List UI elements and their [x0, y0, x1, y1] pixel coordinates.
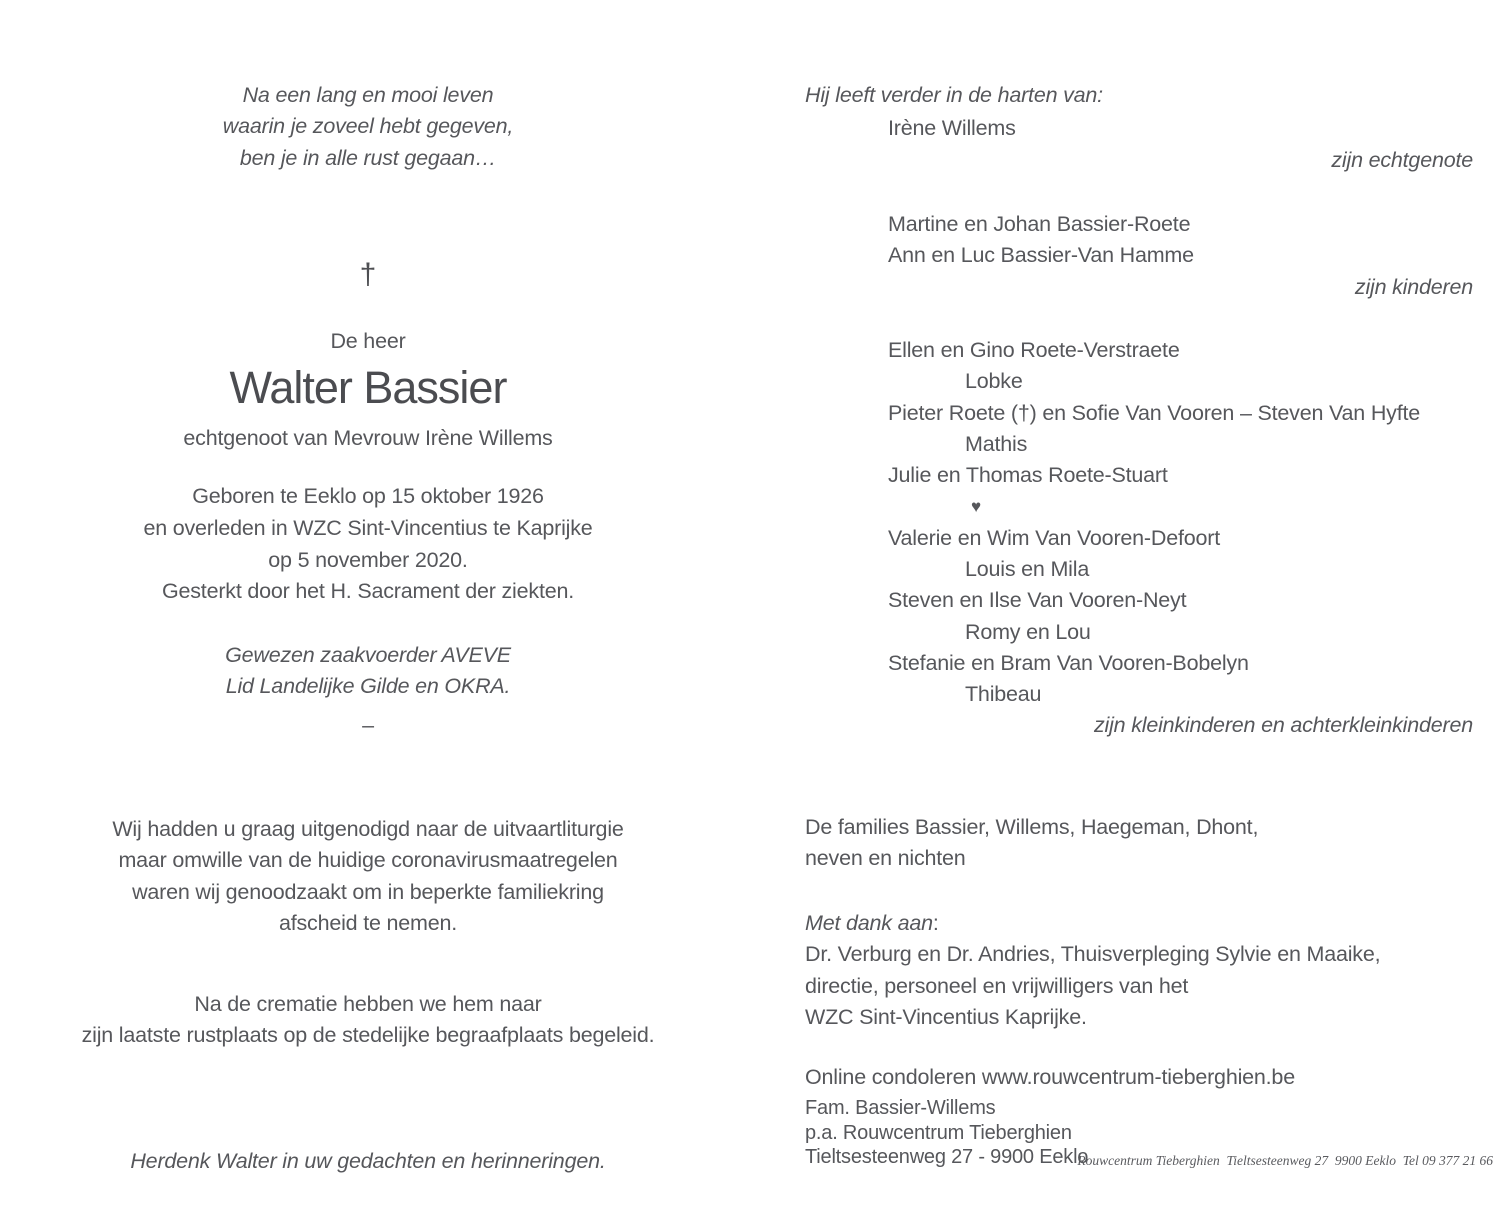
thanks-label: Met dank aan	[805, 911, 933, 935]
poem-line: waarin je zoveel hebt gegeven,	[222, 114, 514, 139]
widow-role-label: zijn echtgenote	[1331, 148, 1473, 172]
great-grandchild-line: Lobke	[965, 369, 1023, 394]
grandchild-family-line: Julie en Thomas Roete-Stuart	[888, 463, 1168, 488]
families-line: neven en nichten	[805, 846, 966, 871]
thanks-line: directie, personeel en vrijwilligers van het	[805, 973, 1189, 998]
families-line: De families Bassier, Willems, Haegeman, Dhont,	[805, 815, 1259, 839]
birth-line: Geboren te Eeklo op 15 oktober 1926	[192, 484, 544, 508]
grandchild-family-line: Pieter Roete (†) en Sofie Van Vooren – Steven Van Hyfte	[888, 400, 1421, 425]
covid-line: waren wij genoodzaakt om in beperkte familiekring	[132, 879, 604, 904]
child-line: Martine en Johan Bassier-Roete	[888, 212, 1191, 236]
membership-block	[0, 640, 736, 703]
child-line: Ann en Luc Bassier-Van Hamme	[888, 243, 1194, 268]
membership-line: Gewezen zaakvoerder AVEVE	[225, 643, 511, 667]
great-grandchild-line: Thibeau	[965, 682, 1042, 707]
grandchild-family-line: Stefanie en Bram Van Vooren-Bobelyn	[888, 650, 1249, 675]
remembrance-line: Herdenk Walter in uw gedachten en herinneringen.	[130, 1149, 606, 1173]
honorific: De heer	[330, 329, 406, 353]
heart-icon: ♥	[971, 497, 981, 517]
great-grandchild-line: Louis en Mila	[965, 557, 1090, 582]
great-grandchild-line: Romy en Lou	[965, 619, 1091, 644]
thanks-line: Dr. Verburg en Dr. Andries, Thuisverpleging Sylvie en Maaike,	[805, 942, 1381, 967]
cremation-line: zijn laatste rustplaats op de stedelijke begraafplaats begeleid.	[81, 1023, 655, 1048]
children-role-label: zijn kinderen	[1354, 275, 1473, 299]
grandchild-family-line: Ellen en Gino Roete-Verstraete	[888, 338, 1180, 362]
life-dates-block	[0, 481, 736, 608]
survivors-intro: Hij leeft verder in de harten van:	[805, 83, 1103, 107]
covid-paragraph	[0, 814, 736, 940]
address-line: Fam. Bassier-Willems	[805, 1097, 996, 1119]
membership-line: Lid Landelijke Gilde en OKRA.	[225, 674, 511, 699]
children-block	[805, 209, 1473, 272]
poem-line: ben je in alle rust gegaan…	[239, 145, 497, 170]
covid-line: Wij hadden u graag uitgenodigd naar de uitvaartliturgie	[112, 817, 624, 841]
great-grandchild-line: Mathis	[965, 431, 1028, 456]
grandchild-family-line: Valerie en Wim Van Vooren-Defoort	[888, 525, 1220, 550]
spouse-line: echtgenoot van Mevrouw Irène Willems	[183, 426, 553, 450]
covid-line: maar omwille van de huidige coronavirusmaatregelen	[118, 848, 618, 873]
thanks-block	[805, 908, 1473, 1034]
divider-dash: –	[362, 713, 374, 737]
families-block	[805, 812, 1473, 875]
opening-poem	[0, 80, 736, 174]
widow-name: Irène Willems	[888, 116, 1016, 140]
address-line: p.a. Rouwcentrum Tieberghien	[805, 1121, 1072, 1144]
grandchildren-block	[805, 335, 1473, 711]
deceased-name: Walter Bassier	[229, 362, 507, 413]
left-column	[0, 0, 736, 1214]
cremation-line: Na de crematie hebben we hem naar	[194, 992, 542, 1016]
thanks-colon: :	[932, 911, 939, 935]
funeral-home-footer: Rouwcentrum Tieberghien Tieltsesteenweg 27 9900 Eeklo Tel 09 377 21 66	[1077, 1153, 1493, 1168]
death-place-line: en overleden in WZC Sint-Vincentius te Kaprijke	[143, 515, 593, 540]
cremation-paragraph	[0, 989, 736, 1052]
sacrament-line: Gesterkt door het H. Sacrament der ziekten.	[161, 579, 575, 604]
death-date-line: op 5 november 2020.	[268, 547, 468, 572]
grandchildren-role-label: zijn kleinkinderen en achterkleinkinderen	[1093, 713, 1473, 737]
online-condolence-line: Online condoleren www.rouwcentrum-tieberghien.be	[805, 1065, 1295, 1089]
cross-icon: †	[359, 258, 377, 291]
covid-line: afscheid te nemen.	[278, 911, 458, 936]
thanks-line: WZC Sint-Vincentius Kaprijke.	[805, 1005, 1087, 1030]
right-column	[805, 0, 1493, 1214]
poem-line: Na een lang en mooi leven	[242, 83, 494, 107]
address-line: Tieltsesteenweg 27 - 9900 Eeklo	[805, 1146, 1089, 1168]
grandchild-family-line: Steven en Ilse Van Vooren-Neyt	[888, 588, 1187, 613]
thanks-heading	[805, 908, 1473, 939]
